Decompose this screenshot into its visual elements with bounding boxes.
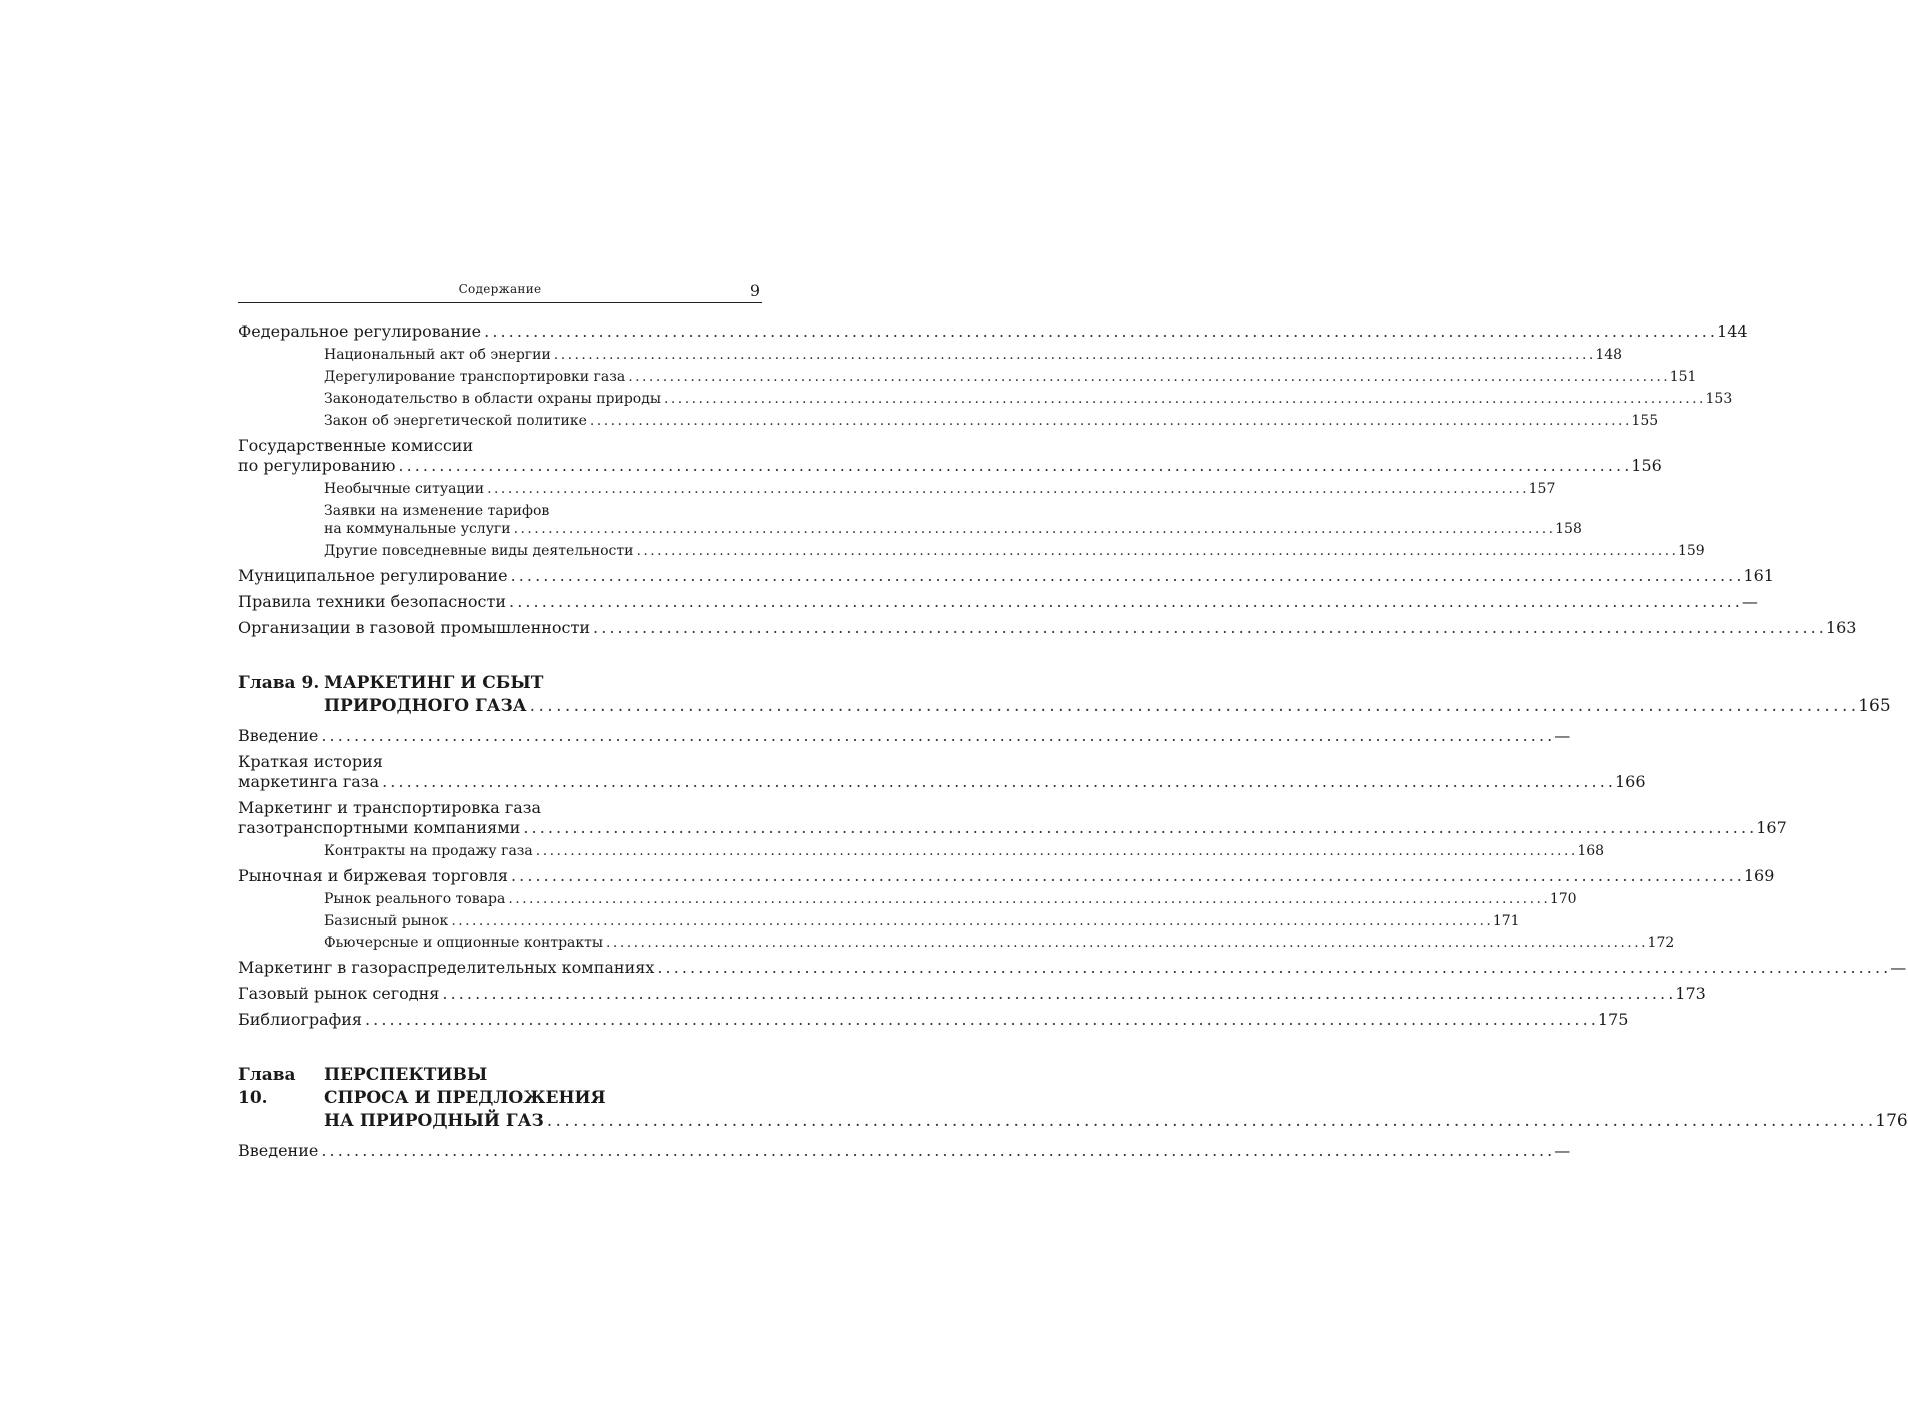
toc-entry (238, 502, 1582, 538)
toc-entry-page: — (1554, 1141, 1571, 1160)
toc-entry-page: 169 (1743, 866, 1775, 885)
toc-entry (238, 480, 1556, 498)
toc-entry-page: 170 (1549, 891, 1577, 907)
toc-entry-title: Правила техники безопасности (238, 592, 507, 611)
toc-entry (238, 412, 1659, 430)
toc-block-2 (238, 726, 1907, 1030)
dot-leader (554, 346, 1593, 364)
toc-entry-title: Библиография (238, 1010, 362, 1029)
dot-leader (398, 456, 1628, 476)
toc-entry-page: 168 (1577, 843, 1605, 859)
dot-leader (606, 934, 1645, 952)
header-page-number: 9 (749, 281, 760, 300)
dot-leader (628, 368, 1667, 386)
dot-leader (530, 695, 1856, 718)
toc-entry-title: Рыночная и биржевая торговля (238, 866, 508, 885)
toc-entry-title: маркетинга газа (238, 772, 380, 791)
toc-entry-page: 163 (1825, 618, 1857, 637)
toc-entry (238, 752, 1646, 792)
toc-entry-page: 144 (1717, 322, 1748, 341)
running-header (238, 280, 762, 303)
toc-entry (238, 566, 1774, 586)
chapter-10-heading (238, 1064, 1908, 1133)
dot-leader (636, 542, 1675, 560)
toc-entry-page: — (1741, 592, 1758, 611)
toc-entry-page: 157 (1528, 481, 1556, 497)
chapter-9-heading (238, 672, 1891, 718)
dot-leader (593, 618, 1823, 638)
toc-entry (238, 912, 1520, 930)
toc-entry-title: на коммунальные услуги (324, 521, 511, 537)
toc-entry-page: 166 (1614, 772, 1646, 791)
toc-entry (238, 618, 1857, 638)
dot-leader (321, 1141, 1551, 1161)
dot-leader (523, 818, 1753, 838)
toc-entry-page: 159 (1677, 543, 1705, 559)
dot-leader (514, 520, 1553, 538)
toc-entry-title: Национальный акт об энергии (324, 347, 551, 363)
dot-leader (657, 958, 1887, 978)
dot-leader (664, 390, 1703, 408)
toc-entry-title: Фьючерсные и опционные контракты (324, 935, 604, 951)
toc-entry (238, 368, 1697, 386)
dot-leader (451, 912, 1490, 930)
toc-entry-page: 175 (1597, 1010, 1629, 1029)
toc-entry-page: 148 (1595, 347, 1623, 363)
toc-entry (238, 842, 1605, 860)
toc-entry (238, 866, 1775, 886)
chapter-title-line: МАРКЕТИНГ И СБЫТ (324, 673, 544, 693)
chapter-title-line: ПРИРОДНОГО ГАЗА (324, 696, 527, 716)
toc-entry-title: Муниципальное регулирование (238, 566, 508, 585)
toc-entry-title-line: Государственные комиссии (238, 436, 474, 455)
chapter-title-line: СПРОСА И ПРЕДЛОЖЕНИЯ (324, 1088, 606, 1108)
toc-entry (238, 390, 1733, 408)
toc-entry-title: Рынок реального товара (324, 891, 506, 907)
toc-entry-title: Газовый рынок сегодня (238, 984, 440, 1003)
toc-entry-title: Введение (238, 726, 319, 745)
toc-entry (238, 542, 1705, 560)
toc-entry (238, 934, 1675, 952)
table-of-contents (238, 318, 1908, 1161)
toc-entry-title: по регулированию (238, 456, 396, 475)
toc-block-1 (238, 322, 1857, 638)
toc-entry-title: Другие повседневные виды деятельности (324, 543, 634, 559)
toc-entry-page: 153 (1705, 391, 1733, 407)
toc-entry-title: Базисный рынок (324, 913, 449, 929)
toc-entry (238, 1141, 1571, 1161)
toc-entry-page: 161 (1743, 566, 1774, 585)
toc-entry-page: 167 (1756, 818, 1787, 837)
toc-entry (238, 436, 1662, 476)
toc-entry-page: 151 (1669, 369, 1697, 385)
toc-entry-title: Федеральное регулирование (238, 322, 482, 341)
dot-leader (487, 480, 1526, 498)
toc-entry (238, 1010, 1629, 1030)
toc-entry (238, 890, 1577, 908)
dot-leader (511, 866, 1741, 886)
toc-entry-title: Маркетинг в газораспределительных компаниях (238, 958, 655, 977)
toc-entry (238, 346, 1623, 364)
toc-entry-page: 158 (1555, 521, 1582, 537)
toc-entry-page: — (1554, 726, 1571, 745)
chapter-title-line: ПЕРСПЕКТИВЫ (324, 1065, 488, 1085)
toc-entry-title: газотранспортными компаниями (238, 818, 521, 837)
dot-leader (590, 412, 1629, 430)
dot-leader (321, 726, 1551, 746)
dot-leader (508, 890, 1547, 908)
toc-entry-title: Дерегулирование транспортировки газа (324, 369, 626, 385)
toc-entry-title: Законодательство в области охраны природы (324, 391, 661, 407)
chapter-title-line: НА ПРИРОДНЫЙ ГАЗ (324, 1111, 544, 1131)
header-title: Содержание (458, 282, 542, 296)
toc-entry-page: — (1890, 958, 1907, 977)
chapter-page-number: 165 (1858, 696, 1891, 716)
dot-leader (547, 1110, 1873, 1133)
toc-entry (238, 592, 1758, 612)
dot-leader (536, 842, 1575, 860)
toc-entry-title-line: Краткая история (238, 752, 383, 771)
toc-entry-title: Контракты на продажу газа (324, 843, 533, 859)
dot-leader (511, 566, 1741, 586)
toc-entry-title: Введение (238, 1141, 319, 1160)
toc-entry-title-line: Маркетинг и транспортировка газа (238, 798, 542, 817)
dot-leader (365, 1010, 1595, 1030)
toc-entry (238, 322, 1748, 342)
toc-entry (238, 984, 1706, 1004)
dot-leader (442, 984, 1672, 1004)
toc-entry-page: 171 (1492, 913, 1520, 929)
dot-leader (509, 592, 1739, 612)
toc-entry-title: Необычные ситуации (324, 481, 485, 497)
toc-entry-title: Закон об энергетической политике (324, 413, 587, 429)
dot-leader (382, 772, 1612, 792)
chapter-page-number: 176 (1875, 1111, 1908, 1131)
toc-block-3 (238, 1141, 1571, 1161)
toc-entry (238, 958, 1907, 978)
dot-leader (484, 322, 1714, 342)
toc-entry-page: 172 (1647, 935, 1675, 951)
chapter-label: Глава 10. (238, 1065, 296, 1108)
toc-entry-title: Организации в газовой промышленности (238, 618, 591, 637)
chapter-label: Глава 9. (238, 673, 320, 693)
toc-entry (238, 726, 1571, 746)
toc-entry (238, 798, 1787, 838)
toc-entry-page: 156 (1631, 456, 1662, 475)
toc-entry-title-line: Заявки на изменение тарифов (324, 503, 550, 519)
toc-entry-page: 173 (1675, 984, 1706, 1003)
toc-entry-page: 155 (1631, 413, 1659, 429)
